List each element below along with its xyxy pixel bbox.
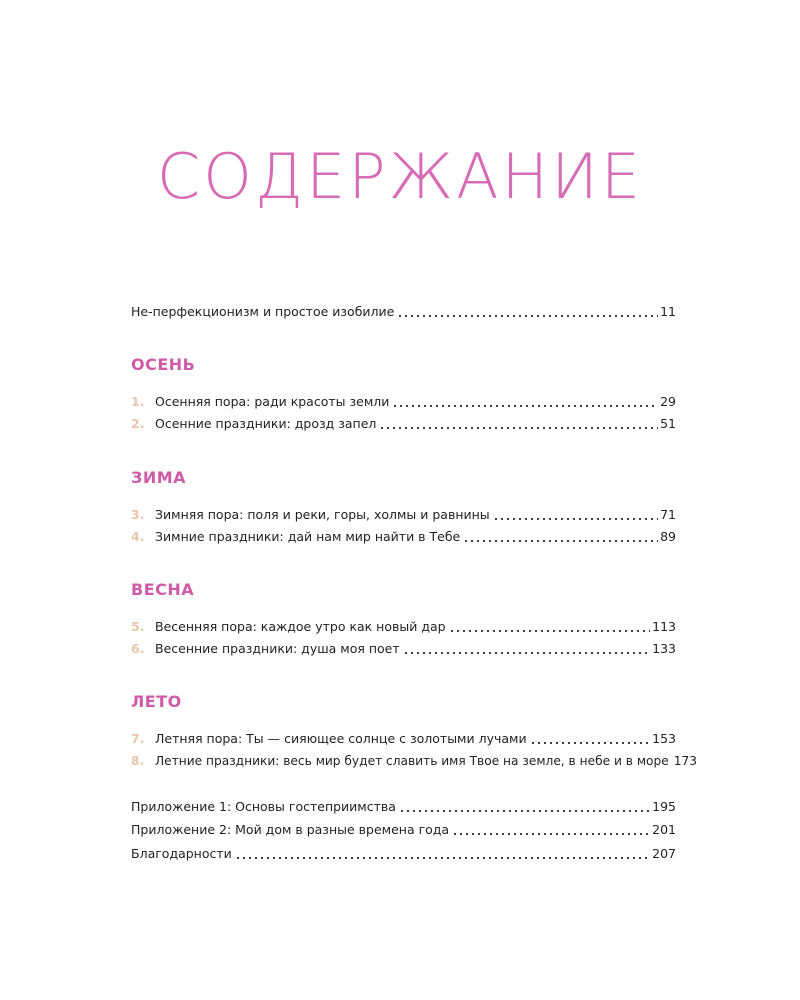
toc-entry-page: 51 [660, 416, 676, 431]
toc-entry-title: Не-перфекционизм и простое изобилие [131, 304, 395, 319]
toc-entry[interactable] [131, 503, 676, 523]
toc-entry[interactable] [131, 412, 676, 432]
toc-entry-title: Приложение 2: Мой дом в разные времена года [131, 822, 450, 837]
dot-leader [399, 799, 650, 813]
toc-entry-page: 195 [652, 799, 676, 814]
chapter-number: 4. [131, 529, 145, 544]
dot-leader [530, 731, 651, 745]
toc-entry-title: Осенние праздники: дрозд запел [155, 416, 377, 431]
dot-leader [449, 619, 651, 633]
chapter-number: 1. [131, 394, 145, 409]
section-heading-summer: ЛЕТО [131, 692, 182, 711]
toc-entry-title: Летние праздники: весь мир будет славить имя Твое на земле, в небе и в море [155, 754, 669, 768]
chapter-number: 8. [131, 754, 145, 768]
dot-leader [463, 529, 658, 543]
chapter-number: 5. [131, 619, 145, 634]
toc-entry-intro[interactable] [131, 300, 676, 320]
dot-leader [379, 416, 658, 430]
toc-entry[interactable] [131, 525, 676, 545]
toc-entry-page: 207 [652, 846, 676, 861]
toc-entry-appendix[interactable] [131, 818, 676, 838]
dot-leader [403, 641, 650, 655]
chapter-number: 6. [131, 641, 145, 656]
toc-entry[interactable] [131, 615, 676, 635]
chapter-number: 2. [131, 416, 145, 431]
section-heading-autumn: ОСЕНЬ [131, 355, 196, 374]
section-heading-winter: ЗИМА [131, 468, 187, 487]
dot-leader [493, 507, 658, 521]
toc-entry-page: 89 [660, 529, 676, 544]
toc-entry-page: 201 [652, 822, 676, 837]
page-title: СОДЕРЖАНИЕ [156, 140, 644, 213]
toc-entry-title: Весенние праздники: душа моя поет [155, 641, 400, 656]
toc-entry[interactable] [131, 390, 676, 410]
dot-leader [392, 394, 658, 408]
toc-entry-appendix[interactable] [131, 795, 676, 815]
dot-leader [235, 846, 650, 860]
toc-entry-title: Весенняя пора: каждое утро как новый дар [155, 619, 446, 634]
toc-entry-title: Летняя пора: Ты — сияющее солнце с золотыми лучами [155, 731, 527, 746]
toc-entry-page: 173 [673, 754, 697, 768]
toc-entry-acknowledgements[interactable] [131, 842, 676, 862]
toc-entry-title: Осенняя пора: ради красоты земли [155, 394, 390, 409]
chapter-number: 7. [131, 731, 145, 746]
dot-leader [397, 304, 658, 318]
toc-entry-title: Благодарности [131, 846, 232, 861]
toc-entry-title: Зимняя пора: поля и реки, горы, холмы и равнины [155, 507, 490, 522]
toc-entry[interactable] [131, 749, 697, 769]
chapter-number: 3. [131, 507, 145, 522]
toc-entry[interactable] [131, 727, 676, 747]
toc-entry-page: 71 [660, 507, 676, 522]
toc-entry-title: Приложение 1: Основы гостеприимства [131, 799, 396, 814]
toc-entry-page: 153 [652, 731, 676, 746]
section-heading-spring: ВЕСНА [131, 580, 195, 599]
toc-entry-page: 113 [652, 619, 676, 634]
toc-entry[interactable] [131, 637, 676, 657]
toc-entry-page: 29 [660, 394, 676, 409]
toc-entry-title: Зимние праздники: дай нам мир найти в Тебе [155, 529, 461, 544]
toc-entry-page: 11 [660, 304, 676, 319]
dot-leader [452, 822, 650, 836]
toc-entry-page: 133 [652, 641, 676, 656]
